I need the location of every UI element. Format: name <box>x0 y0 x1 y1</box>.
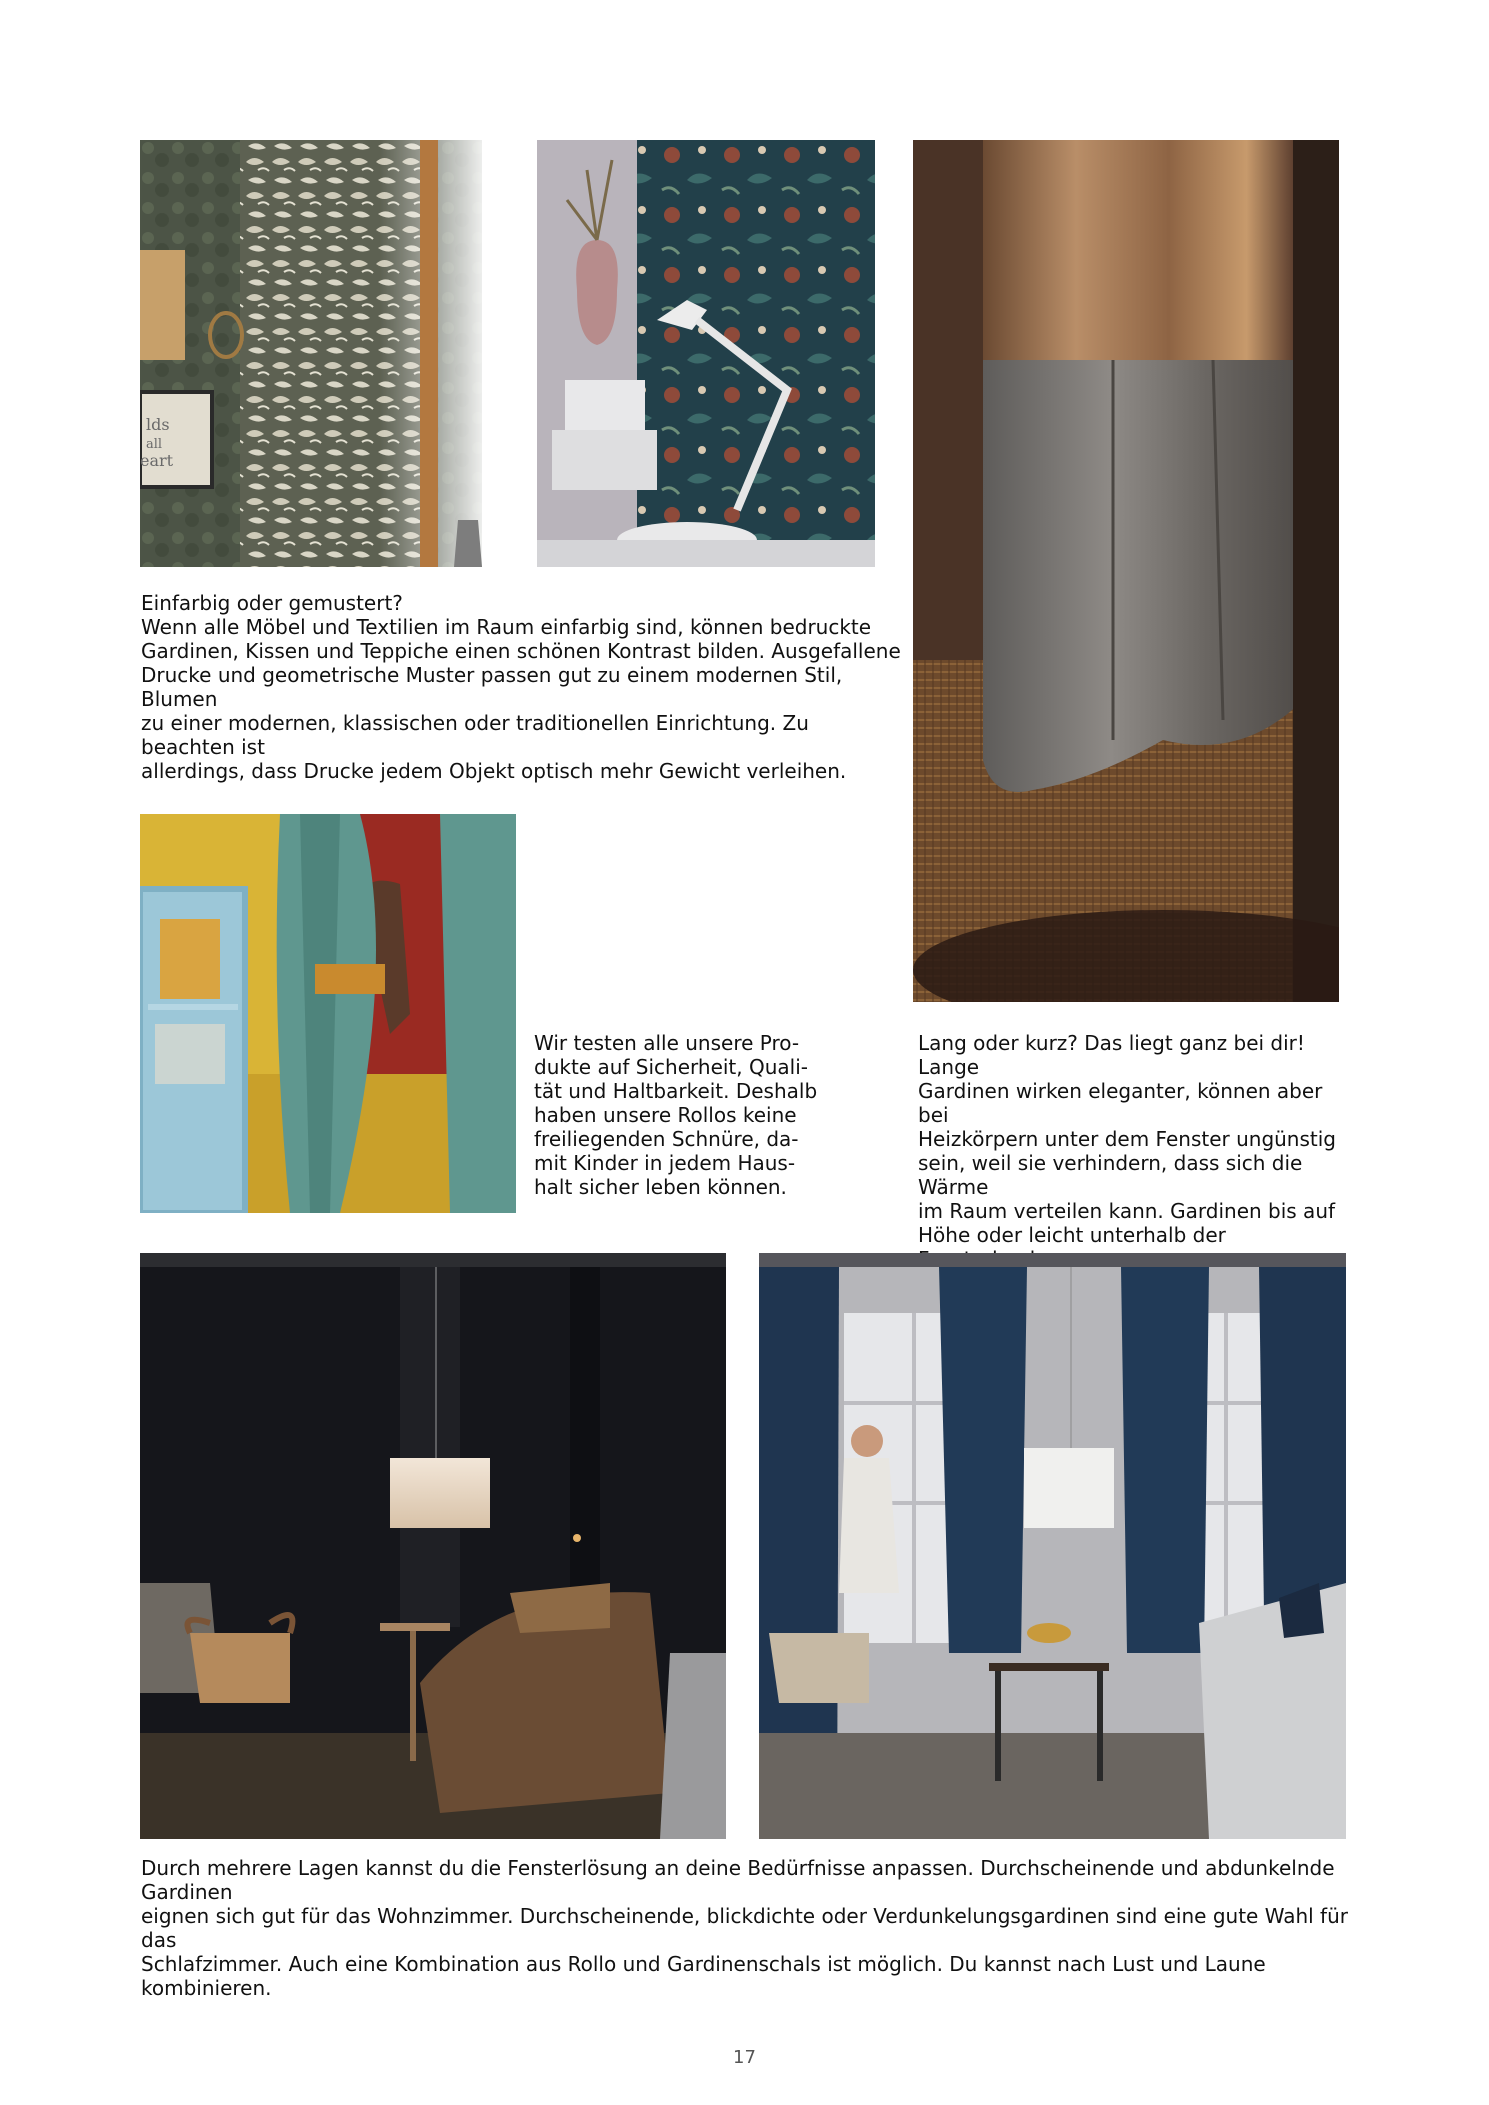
patterned-curtain-photo <box>140 140 482 567</box>
safety-text: Wir testen alle unsere Pro- dukte auf Sicherheit, Quali- tät und Haltbarkeit. Deshalb haben unsere Rollos keine freiliegenden Schnüre, da- mit Kinder in jedem Haus- halt sicher leben können. <box>534 1031 818 1199</box>
linen-curtain-photo <box>913 140 1339 1002</box>
poster-text: all <box>146 437 163 452</box>
page-number: 17 <box>733 2047 756 2068</box>
floral-curtain-photo <box>537 140 875 567</box>
poster-text: lds <box>146 415 170 434</box>
intro-heading: Einfarbig oder gemustert? <box>141 591 403 615</box>
livingroom-blue-curtain-photo <box>759 1253 1346 1839</box>
teal-curtain-photo <box>140 814 516 1213</box>
layers-text: Durch mehrere Lagen kannst du die Fensterlösung an deine Bedürfnisse anpassen. Durchscheinende und abdunkelnde Gardinen eignen sich gut für das Wohnzimmer. Durchscheinende, blickdichte oder Verdunkelungsgardinen sind eine gute Wahl für das Schlafzimmer. Auch eine Kombination aus Rollo und Gardinenschals ist möglich. Du kannst nach Lust und Laune kombinieren. <box>141 1856 1348 2000</box>
intro-body: Wenn alle Möbel und Textilien im Raum einfarbig sind, können bedruckte Gardinen, Kissen und Teppiche einen schönen Kontrast bilden. Ausgefallene Drucke und geometrische Muster passen gut zu einem modernen Stil, Blumen zu einer modernen, klassischen oder traditionellen Einrichtung. Zu beachten ist allerdings, dass Drucke jedem Objekt optisch mehr Gewicht verleihen. <box>141 615 901 783</box>
length-text: Lang oder kurz? Das liegt ganz bei dir! Lange Gardinen wirken eleganter, können aber bei Heizkörpern unter dem Fenster ungünstig sein, weil sie verhindern, dass sich die Wärme im Raum verteilen kann. Gardinen bis auf Höhe oder leicht unterhalb der <box>918 1031 1336 1247</box>
poster-text: eart <box>140 451 174 470</box>
bedroom-blackout-curtain-photo <box>140 1253 726 1839</box>
